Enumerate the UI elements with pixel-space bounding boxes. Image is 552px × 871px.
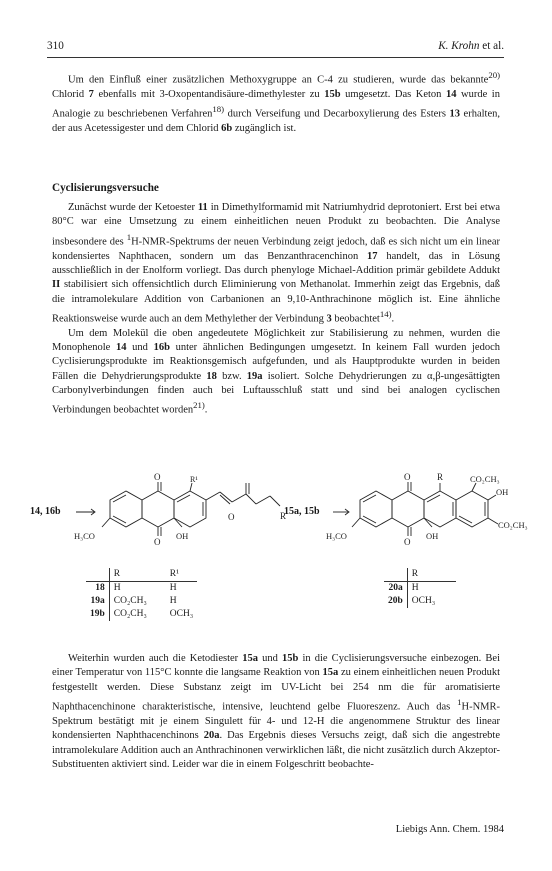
table-row xyxy=(384,595,456,608)
table-cell: R xyxy=(407,568,456,582)
table-cell xyxy=(384,568,407,582)
substituent-table-left xyxy=(86,568,197,621)
text: H-NMR-Spektrum bestätigt mit je einem Singulett für 4- und 12-H die angenommene Struktur des linear kondensierten Naphthacenchinons xyxy=(52,701,500,742)
table-row xyxy=(384,582,456,596)
atom-r1: R¹ xyxy=(190,475,198,484)
text: umgesetzt. Das Keton xyxy=(340,88,446,100)
compound-ref: 19a xyxy=(246,370,263,382)
atom-oh: OH xyxy=(426,531,439,541)
atom-o: O xyxy=(404,472,411,482)
atom-o: O xyxy=(154,472,161,482)
superscript: 1 xyxy=(126,231,132,242)
compound-ref: 3 xyxy=(326,313,332,325)
table-cell: 19a xyxy=(86,595,109,608)
table-cell: H xyxy=(113,583,121,593)
compound-ref: 15a xyxy=(322,667,339,679)
paragraph-4 xyxy=(52,652,500,772)
table-header xyxy=(384,568,456,582)
atom-h3co: H₃CO xyxy=(74,531,95,541)
table-cell: OCH₃ xyxy=(169,609,194,619)
compound-ref: II xyxy=(52,279,61,291)
text: unter ähnlichen Bedingungen umgesetzt. In keinem Fall wurden jedoch Cyclisierungsprodukte im Reaktionsgemisch aufgefunden, und als Hauptprodukte wurden in beiden Fällen die Dehydrierungsprodukte xyxy=(52,342,501,382)
text: . xyxy=(204,404,208,416)
paragraph-2 xyxy=(52,201,500,418)
table-cell: OCH₃ xyxy=(411,596,436,606)
substituent-table-right xyxy=(384,568,456,608)
atom-co2ch3: CO₂CH₃ xyxy=(470,474,500,484)
text: isoliert. Solche Dehydrierungen zu α,β-ungesättigten Carbonylverbindungen finden auch bei Luftausschluß statt und sind bei analogen cyclischen Verbindungen beobachtet worden xyxy=(52,370,501,416)
compound-ref: 13 xyxy=(449,108,460,120)
superscript: 1 xyxy=(457,697,462,708)
text: beobachtet xyxy=(331,313,380,325)
table-cell: R xyxy=(109,568,166,582)
text: H-NMR-Spektrums der neuen Verbindung zeigt jedoch, daß es sich nicht um ein linear kondensiertes Naphthacen, sondern um das Benzanthracenchinon xyxy=(52,236,500,262)
compound-ref: 16b xyxy=(153,342,170,354)
compound-ref: 6b xyxy=(221,123,233,135)
table-cell: 19b xyxy=(86,608,109,621)
table-cell xyxy=(86,568,109,582)
table-cell: H xyxy=(169,583,177,593)
table-cell: 18 xyxy=(86,582,109,596)
et-al: et al. xyxy=(482,40,504,52)
text: durch Verseifung und Decarboxylierung des Esters xyxy=(224,108,450,120)
table-row xyxy=(86,595,197,608)
table-cell: 20b xyxy=(384,595,407,608)
compound-ref: 17 xyxy=(367,250,378,262)
text: stabilisiert sich offensichtlich durch Eliminierung von Methanolat. Immerhin zeigt das Ergebnis, daß die intramolekulare Addition von Carbanionen an 9,10-Anthrachinone möglich ist. Eine ähnliche Reaktionsweise wurde auch an dem Methylether der Verbindung xyxy=(52,279,500,325)
table-cell: CO₂CH₃ xyxy=(113,609,147,619)
header-rule xyxy=(47,57,504,58)
compound-ref: 11 xyxy=(197,202,208,213)
compound-ref: 15b xyxy=(282,653,299,664)
atom-o: O xyxy=(404,537,411,547)
text: Weiterhin wurden auch die Ketodiester xyxy=(68,653,243,664)
page-number: 310 xyxy=(47,40,64,52)
table-cell: H xyxy=(169,596,177,606)
journal-footer: Liebigs Ann. Chem. 1984 xyxy=(395,824,504,835)
ref: 21) xyxy=(193,400,205,411)
atom-oh: OH xyxy=(176,531,189,541)
text: erhalten, der aus Acetessigester und dem Chlorid xyxy=(52,108,500,135)
text: und xyxy=(126,342,154,354)
table-cell: H xyxy=(411,583,419,593)
compound-ref: 20a xyxy=(203,730,220,742)
text: Zunächst wurde der Ketoester xyxy=(68,202,198,213)
compound-ref: 18 xyxy=(206,370,217,382)
table-cell: CO₂CH₃ xyxy=(113,596,147,606)
text: Um den Einfluß einer zusätzlichen Methoxygruppe an C-4 zu studieren, wurde das bekannte xyxy=(68,74,489,86)
text: ebenfalls mit 3-Oxopentandisäure-dimethylester zu xyxy=(93,88,325,100)
section-heading: Cyclisierungsversuche xyxy=(52,182,159,194)
text: zu einem einheitlichen neuen Produkt festgestellt werden. Diese Substanz zeigt im UV-Licht bei 254 nm die für aromatisierte Naphthacenchinone charakteristische, intensive, leuchtend gelbe Fluoreszenz. Auch das xyxy=(52,667,500,713)
ref: 20) xyxy=(488,70,500,80)
table-cell: 20a xyxy=(384,582,407,596)
atom-r: R xyxy=(280,511,287,521)
running-header xyxy=(47,40,504,56)
reaction-scheme xyxy=(30,472,530,635)
text: Chlorid xyxy=(52,88,89,100)
compound-ref: 14 xyxy=(116,342,127,354)
text: Um dem Molekül die oben angedeutete Möglichkeit zur Stabilisierung zu nehmen, wurden die Monophenole xyxy=(52,327,500,354)
left-molecule xyxy=(102,482,280,536)
text: bzw. xyxy=(216,370,247,382)
atom-h3co: H₃CO xyxy=(326,531,347,541)
compound-ref: 14 xyxy=(445,88,457,100)
text: und xyxy=(258,653,282,664)
atom-o: O xyxy=(228,512,235,522)
text: handelt, das in Lösung ausschließlich in der Enolform vorliegt. Das durch phenyloge Michael-Addition primär gebildete Addukt xyxy=(52,250,500,276)
atom-r: R xyxy=(437,472,444,482)
table-cell: R¹ xyxy=(166,568,197,582)
author-name: K. Krohn xyxy=(438,40,480,52)
text: . Das Ergebnis dieses Versuchs zeigt, daß sich die angestrebte intramolekulare Addition auch an Anthrachinonen verwirklichen läßt, die nicht zusätzlich durch Akzeptor-Substituenten aktiviert sind. Leider war die in einem Folgeschritt beobachte- xyxy=(52,730,500,770)
atom-o: O xyxy=(154,537,161,547)
text: wurde in Analogie zu beschriebenen Verfahren xyxy=(52,88,500,120)
ref: 14) xyxy=(379,308,392,319)
text: in die Cyclisierungsversuche einbezogen. Bei einer Temperatur von 115°C konnte die langsame Reaktion von xyxy=(52,653,500,679)
text: . xyxy=(391,313,395,325)
ref: 18) xyxy=(212,104,225,115)
compound-ref: 7 xyxy=(88,88,94,100)
compound-ref: 15b xyxy=(324,88,341,100)
right-molecule xyxy=(352,482,498,536)
atom-oh: OH xyxy=(496,487,509,497)
text: in Dimethylformamid mit Natriumhydrid deprotoniert. Erst bei etwa 80°C war eine Umsetzung zu einem einheitlichen neuen Produkt zu beobachten. Die Analyse insbesondere des xyxy=(52,202,500,248)
compound-ref: 15a xyxy=(242,653,259,664)
running-author xyxy=(438,40,504,52)
atom-co2ch3: CO₂CH₃ xyxy=(498,520,528,530)
scheme-label-right: 15a, 15b xyxy=(284,506,320,517)
paragraph-1 xyxy=(52,68,500,136)
table-row xyxy=(86,582,197,596)
table-row xyxy=(86,608,197,621)
text: zugänglich ist. xyxy=(232,123,297,135)
scheme-label-left: 14, 16b xyxy=(30,506,61,517)
table-header xyxy=(86,568,197,582)
